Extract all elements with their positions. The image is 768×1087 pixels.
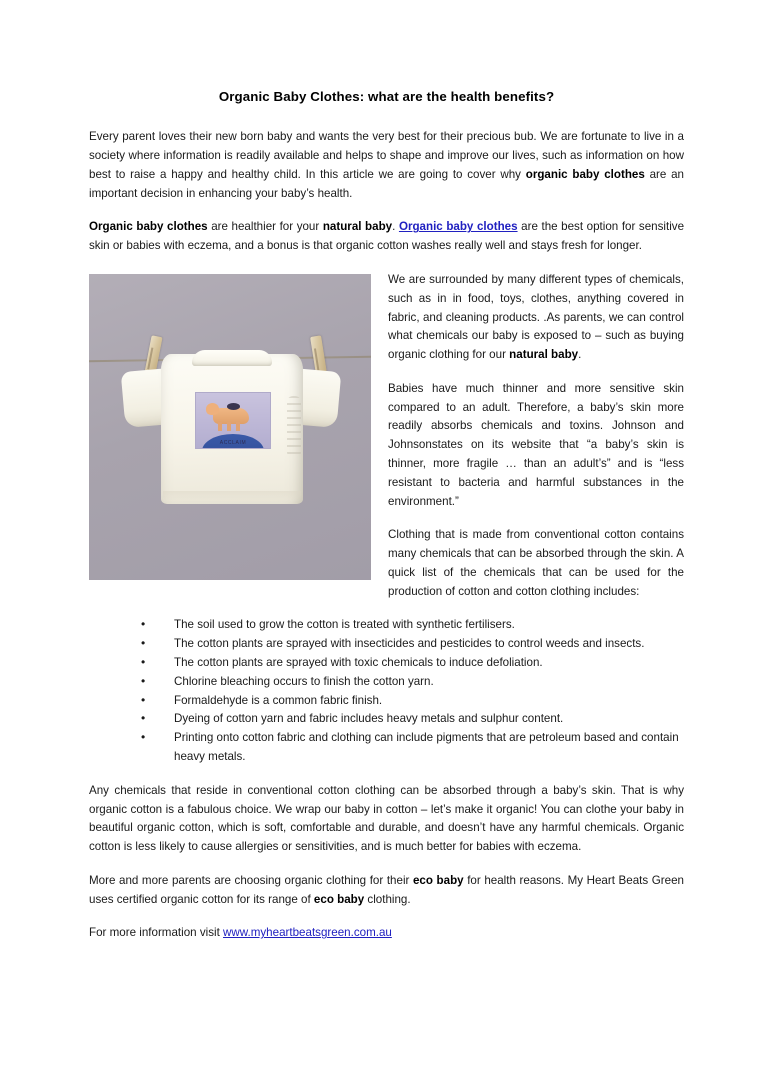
- closing-paragraph-2: [89, 872, 684, 910]
- website-link[interactable]: www.myheartbeatsgreen.com.au: [223, 926, 392, 940]
- closing-2-text-part-2: for health reasons. My Heart Beats Green uses certified organic cotton for its range of: [89, 873, 685, 906]
- list-item: • Chlorine bleaching occurs to finish the cotton yarn.: [141, 673, 684, 692]
- column-1-text-part-1: We are surrounded by many different types of chemicals, such as in in food, toys, clothes, anything covered in fabric, and cleaning products. .As parents, we can control what chemicals our baby is exposed to – such as buying organic clothing for our: [388, 272, 684, 362]
- closing-2-text-part-1: More and more parents are choosing organic clothing for their: [89, 873, 413, 887]
- print-animal-legs: [216, 422, 246, 431]
- chemicals-list: [89, 616, 684, 766]
- second-text-part-3: are the best option for sensitive skin or babies with eczema, and a bonus is that organic cotton washes really well and stays fresh for longer.: [89, 220, 685, 253]
- closing-2-bold-eco-baby-1: eco baby: [412, 873, 464, 887]
- second-bold-organic-baby-clothes: Organic baby clothes: [89, 220, 208, 234]
- second-text-part-2: .: [392, 220, 399, 234]
- second-text-part-1: are healthier for your: [207, 220, 323, 234]
- tshirt-graphic-print: [195, 392, 271, 449]
- list-item: • The soil used to grow the cotton is treated with synthetic fertilisers.: [141, 616, 684, 635]
- final-line: [89, 924, 684, 943]
- intro-text-part-2: are an important decision in enhancing your baby’s health.: [89, 167, 684, 200]
- tshirt-side-ribbing: [287, 396, 301, 458]
- page-title: Organic Baby Clothes: what are the health benefits?: [218, 89, 555, 104]
- intro-bold-organic-baby-clothes: organic baby clothes: [525, 167, 645, 181]
- second-paragraph: [89, 218, 684, 256]
- column-paragraph-2: Babies have much thinner and more sensitive skin compared to an adult. Therefore, a baby’s skin more readily absorbs chemicals and toxins. Johnson and Johnsonstates on its website that “a baby’s skin is thinner, more fragile … than an adult’s” and is “less resistant to bacteria and harmful substances in the environment.”: [388, 381, 684, 508]
- photo-canvas: [89, 274, 371, 580]
- tshirt-collar: [192, 350, 272, 366]
- intro-text-part-1: Every parent loves their new born baby and wants the very best for their precious bub. We are fortunate to live in a society where information is readily available and helps to shape and improve our lives, such as information on how best to raise a happy and healthy child. In this article we are going to cover why: [89, 130, 684, 181]
- organic-baby-clothes-link[interactable]: Organic baby clothes: [398, 220, 518, 234]
- column-paragraph-3: Clothing that is made from conventional cotton contains many chemicals that can be absorbed through the skin. A quick list of the chemicals that can be used for the production of cotton and cotton clothing includes:: [388, 528, 684, 598]
- list-item: • The cotton plants are sprayed with toxic chemicals to induce defoliation.: [141, 654, 684, 673]
- final-line-text: For more information visit: [89, 926, 224, 940]
- list-item: • Dyeing of cotton yarn and fabric includes heavy metals and sulphur content.: [141, 710, 684, 729]
- list-item: • Formaldehyde is a common fabric finish.: [141, 692, 684, 711]
- column-1-text-part-2: .: [578, 348, 582, 362]
- second-bold-natural-baby: natural baby: [322, 220, 393, 234]
- list-item: • Printing onto cotton fabric and clothing can include pigments that are petroleum based and contain heavy metals.: [141, 729, 684, 767]
- column-1-bold-natural-baby: natural baby: [509, 348, 579, 362]
- closing-2-bold-eco-baby-2: eco baby: [313, 892, 365, 906]
- closing-2-text-part-3: clothing.: [364, 892, 411, 906]
- baby-tshirt-photo: [89, 274, 371, 580]
- intro-paragraph: [89, 128, 684, 203]
- tshirt-hem: [163, 491, 301, 503]
- list-item: • The cotton plants are sprayed with insecticides and pesticides to control weeds and insects.: [141, 635, 684, 654]
- print-word-label: ACCLAIM: [219, 439, 247, 446]
- closing-paragraph-1: Any chemicals that reside in conventional cotton clothing can be absorbed through a baby’s skin. That is why organic cotton is a fabulous choice. We wrap our baby in cotton – let’s make it organic! You can clothe your baby in beautiful organic cotton, which is soft, comfortable and durable, and doesn’t have any harmful chemicals. Organic cotton is less likely to cause allergies or sensitivities, and is much better for babies with eczema.: [89, 783, 684, 854]
- baby-tshirt: [123, 350, 339, 505]
